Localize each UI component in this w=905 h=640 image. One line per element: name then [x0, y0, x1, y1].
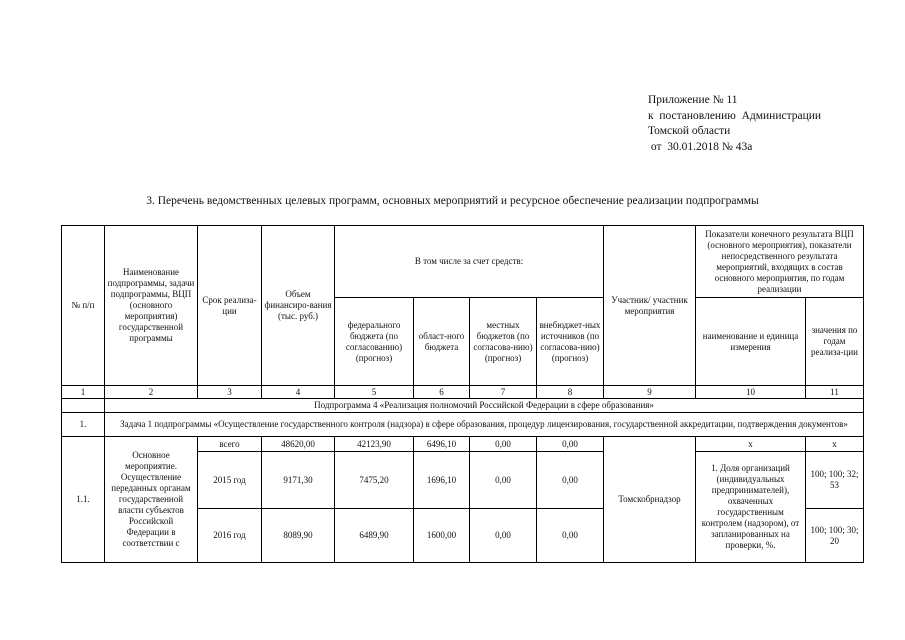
row-regional: 1600,00: [414, 509, 470, 563]
task-title: Задача 1 подпрограммы «Осуществление государственного контроля (надзора) в сфере образования, процедур лицензирования, государственной аккредитации, подтверждения документов»: [105, 413, 864, 437]
row-period: 2016 год: [198, 509, 262, 563]
header-row-1: [62, 226, 864, 298]
column-number: 2: [105, 386, 198, 399]
indicator-values-2015: 100; 100; 32; 53: [806, 452, 864, 509]
appendix-line-2: к постановлению Администрации: [648, 109, 822, 122]
header-regional: област-ного бюджета: [414, 298, 470, 386]
header-federal: федерального бюджета (по согласованию) (прогноз): [335, 298, 414, 386]
subprogram-row: [62, 399, 864, 413]
header-indicators: Показатели конечного результата ВЦП (основного мероприятия), показатели непосредственного результата мероприятий, входящих в состав основного мероприятия, по годам реализации: [696, 226, 864, 298]
task-number: 1.: [62, 413, 105, 437]
column-number: 8: [537, 386, 604, 399]
column-number: 7: [470, 386, 537, 399]
column-number: 11: [806, 386, 864, 399]
subprogram-title: Подпрограмма 4 «Реализация полномочий Российской Федерации в сфере образования»: [105, 399, 864, 413]
column-number: 5: [335, 386, 414, 399]
row-local: 0,00: [470, 509, 537, 563]
indicator-values-2016: 100; 100; 30; 20: [806, 509, 864, 563]
item-participant: Томскобрнадзор: [604, 437, 696, 563]
column-number: 1: [62, 386, 105, 399]
table-row: [62, 437, 864, 452]
header-participant: Участник/ участник мероприятия: [604, 226, 696, 386]
row-period: всего: [198, 437, 262, 452]
row-federal: 6489,90: [335, 509, 414, 563]
row-regional: 6496,10: [414, 437, 470, 452]
row-volume: 8089,90: [262, 509, 335, 563]
column-number-row: [62, 386, 864, 399]
document-title: 3. Перечень ведомственных целевых программ, основных мероприятий и ресурсное обеспечение реализации подпрограммы: [146, 195, 759, 207]
task-row: [62, 413, 864, 437]
row-regional: 1696,10: [414, 452, 470, 509]
row-federal: 7475,20: [335, 452, 414, 509]
indicator-name: 1. Доля организаций (индивидуальных предпринимателей), охваченных государственным контролем (надзором), от запланированных на проверки, %.: [696, 452, 806, 563]
appendix-line-4: от 30.01.2018 № 43а: [648, 140, 753, 153]
row-local: 0,00: [470, 437, 537, 452]
column-number: 3: [198, 386, 262, 399]
row-volume: 48620,00: [262, 437, 335, 452]
row-local: 0,00: [470, 452, 537, 509]
header-local: местных бюджетов (по согласова-нию) (прогноз): [470, 298, 537, 386]
row-extra: 0,00: [537, 437, 604, 452]
column-number: 9: [604, 386, 696, 399]
row-federal: 42123,90: [335, 437, 414, 452]
header-volume: Объем финансиро-вания (тыс. руб.): [262, 226, 335, 386]
program-table: [61, 225, 864, 563]
total-indicator-name: х: [696, 437, 806, 452]
item-number: 1.1.: [62, 437, 105, 563]
row-extra: 0,00: [537, 509, 604, 563]
item-name: Основное мероприятие. Осуществление переданных органам государственной власти субъектов Российской Федерации в соответствии с: [105, 437, 198, 563]
header-num: № п/п: [62, 226, 105, 386]
row-extra: 0,00: [537, 452, 604, 509]
appendix-block: [648, 93, 821, 155]
appendix-line-3: Томской области: [648, 125, 731, 137]
column-number: 10: [696, 386, 806, 399]
row-volume: 9171,30: [262, 452, 335, 509]
column-number: 4: [262, 386, 335, 399]
header-indicator-name: наименование и единица измерения: [696, 298, 806, 386]
header-name: Наименование подпрограммы, задачи подпрограммы, ВЦП (основного мероприятия) государственной программы: [105, 226, 198, 386]
header-including: В том числе за счет средств:: [335, 226, 604, 298]
header-term: Срок реализа-ции: [198, 226, 262, 386]
appendix-line-1: Приложение № 11: [648, 94, 738, 106]
column-number: 6: [414, 386, 470, 399]
header-extra: внебюджет-ных источников (по согласова-нию) (прогноз): [537, 298, 604, 386]
row-period: 2015 год: [198, 452, 262, 509]
header-indicator-values: значения по годам реализа-ции: [806, 298, 864, 386]
total-indicator-values: х: [806, 437, 864, 452]
